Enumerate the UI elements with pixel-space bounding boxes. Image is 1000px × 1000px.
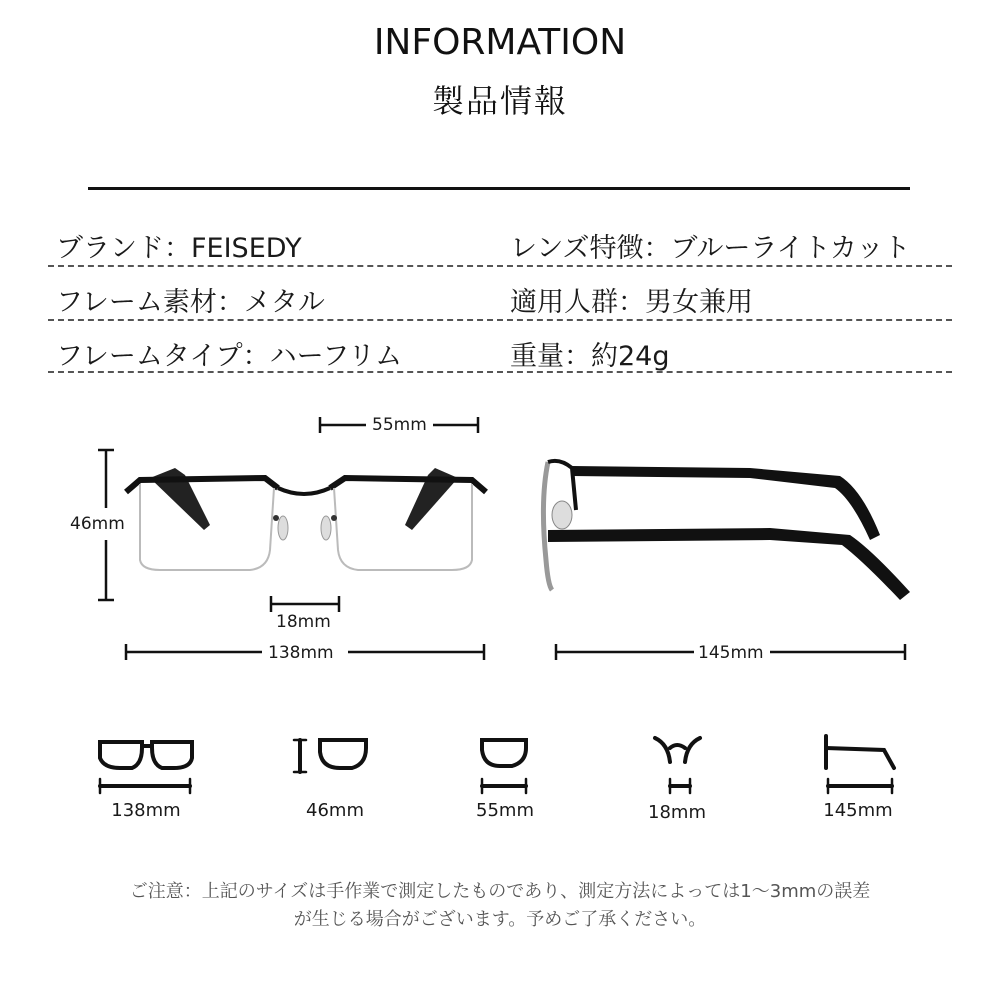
spec-frame-type: フレームタイプ：ハーフリム <box>56 341 403 372</box>
dim-frame-width-label: 138mm <box>268 643 334 663</box>
disclaimer-line-2: が生じる場合がございます。予めご了承ください。 <box>293 909 707 930</box>
disclaimer-note <box>0 878 1000 934</box>
icon-label-temple: 145mm <box>823 800 893 821</box>
lens-width-icon <box>482 740 526 793</box>
icon-label-lens-height: 46mm <box>306 800 364 821</box>
lens-height-icon <box>294 740 366 772</box>
temple-length-icon <box>826 736 894 793</box>
dim-lens-width-label: 55mm <box>372 415 427 435</box>
icon-label-frame-width: 138mm <box>111 800 181 821</box>
page-title: INFORMATION <box>373 22 627 63</box>
dim-lens-height-label: 46mm <box>70 514 125 534</box>
spec-weight: 重量：約24g <box>510 341 670 372</box>
icon-label-lens-width: 55mm <box>476 800 534 821</box>
dim-temple-length-label: 145mm <box>698 643 764 663</box>
dim-bridge-label: 18mm <box>276 612 331 632</box>
spec-lens-feature: レンズ特徴：ブルーライトカット <box>510 233 911 264</box>
page-subtitle: 製品情報 <box>431 82 568 120</box>
icon-label-bridge: 18mm <box>648 802 706 823</box>
bridge-width-icon <box>655 738 700 793</box>
disclaimer-line-1: ご注意：上記のサイズは手作業で測定したものであり、測定方法によっては1～3mmの誤差 <box>129 881 871 902</box>
spec-target-users: 適用人群：男女兼用 <box>510 287 753 318</box>
frame-width-icon <box>100 742 192 793</box>
spec-brand: ブランド：FEISEDY <box>56 233 302 264</box>
spec-frame-material: フレーム素材：メタル <box>56 287 325 318</box>
